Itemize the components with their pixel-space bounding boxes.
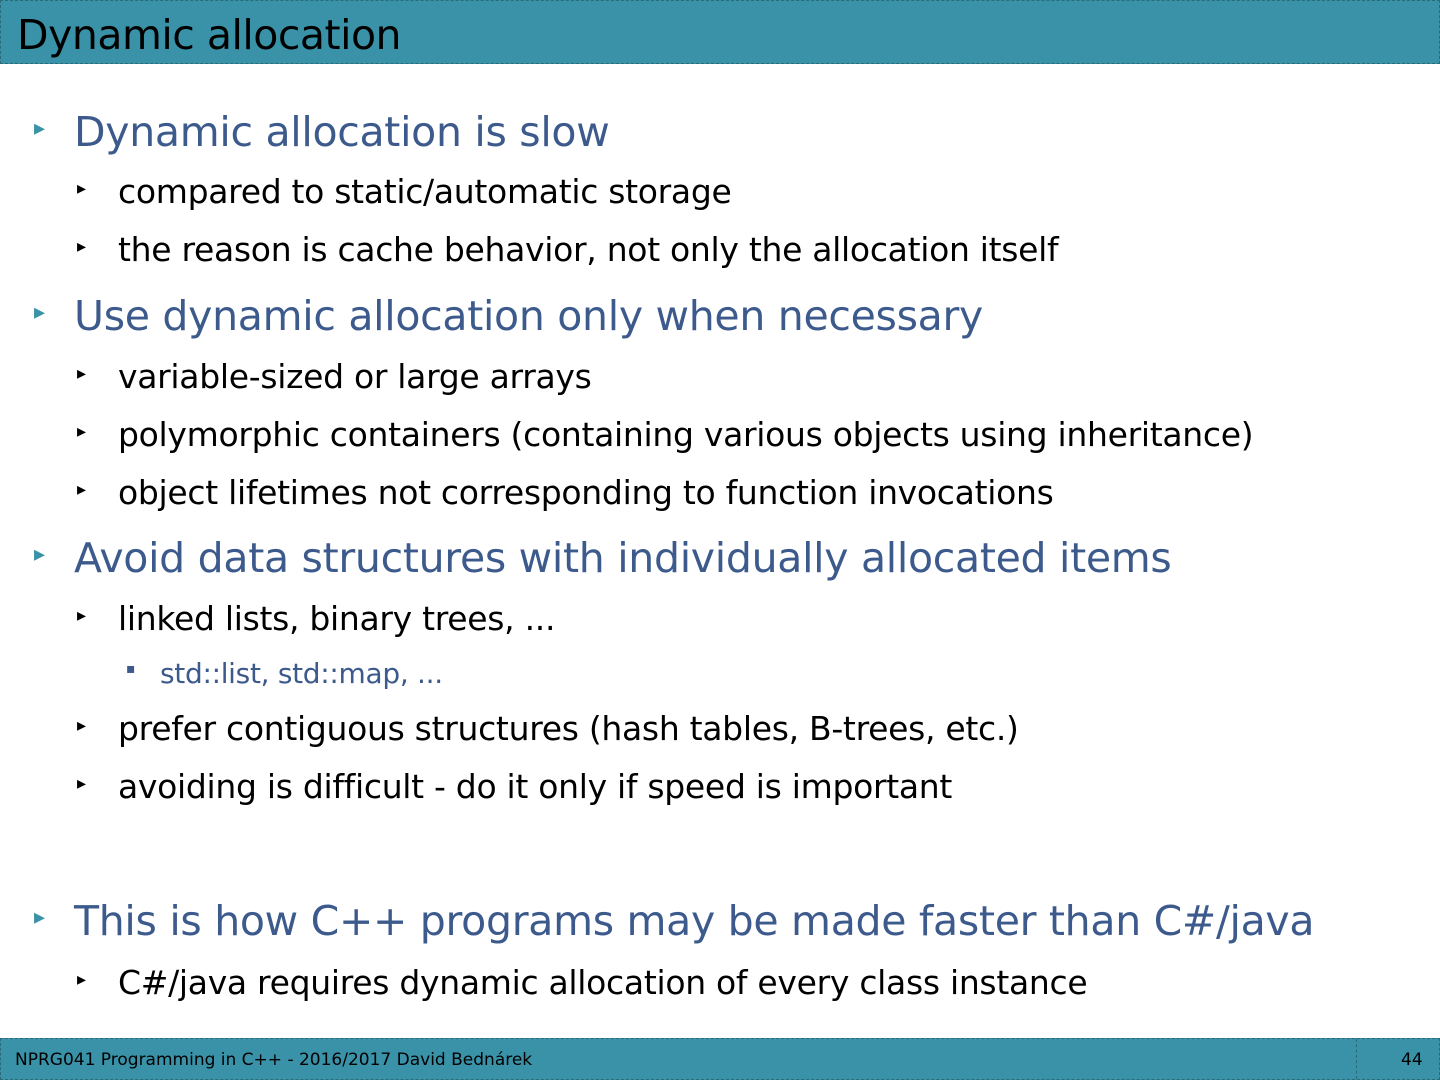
bullet-text: the reason is cache behavior, not only the allocation itself xyxy=(118,230,1059,269)
footer-bar xyxy=(0,1038,1440,1080)
bullet-arrow-icon: ▸ xyxy=(77,236,87,257)
slide-title: Dynamic allocation xyxy=(17,11,402,59)
bullet-text: This is how C++ programs may be made faster than C#/java xyxy=(74,897,1315,945)
bullet-arrow-icon: ▸ xyxy=(34,116,46,141)
bullet-arrow-icon: ▸ xyxy=(77,363,87,384)
bullet-arrow-icon: ▸ xyxy=(34,300,46,325)
bullet-text: variable-sized or large arrays xyxy=(118,357,592,396)
bullet-text: object lifetimes not corresponding to function invocations xyxy=(118,473,1054,512)
bullet-text: avoiding is difficult - do it only if speed is important xyxy=(118,767,953,806)
page-number: 44 xyxy=(1401,1050,1423,1070)
bullet-arrow-icon: ▸ xyxy=(34,542,46,567)
bullet-text: Use dynamic allocation only when necessary xyxy=(74,292,984,340)
bullet-arrow-icon: ▸ xyxy=(77,178,87,199)
bullet-arrow-icon: ▸ xyxy=(77,969,87,990)
bullet-arrow-icon: ▸ xyxy=(77,715,87,736)
bullet-text: polymorphic containers (containing various objects using inheritance) xyxy=(118,415,1254,454)
bullet-arrow-icon: ▸ xyxy=(77,605,87,626)
bullet-text: C#/java requires dynamic allocation of every class instance xyxy=(118,963,1088,1002)
bullet-text: Dynamic allocation is slow xyxy=(74,108,610,156)
bullet-arrow-icon: ▸ xyxy=(77,773,87,794)
bullet-arrow-icon: ▸ xyxy=(77,421,87,442)
bullet-arrow-icon: ▸ xyxy=(34,905,46,930)
bullet-text: compared to static/automatic storage xyxy=(118,172,732,211)
bullet-text: std::list, std::map, ... xyxy=(160,657,443,690)
footer-divider xyxy=(1356,1039,1357,1079)
bullet-text: prefer contiguous structures (hash tables, B-trees, etc.) xyxy=(118,709,1019,748)
footer-course-label: NPRG041 Programming in C++ - 2016/2017 David Bednárek xyxy=(15,1050,533,1070)
bullet-text: linked lists, binary trees, ... xyxy=(118,599,556,638)
bullet-square-icon: ▪ xyxy=(126,661,136,677)
bullet-text: Avoid data structures with individually allocated items xyxy=(74,534,1172,582)
bullet-arrow-icon: ▸ xyxy=(77,479,87,500)
